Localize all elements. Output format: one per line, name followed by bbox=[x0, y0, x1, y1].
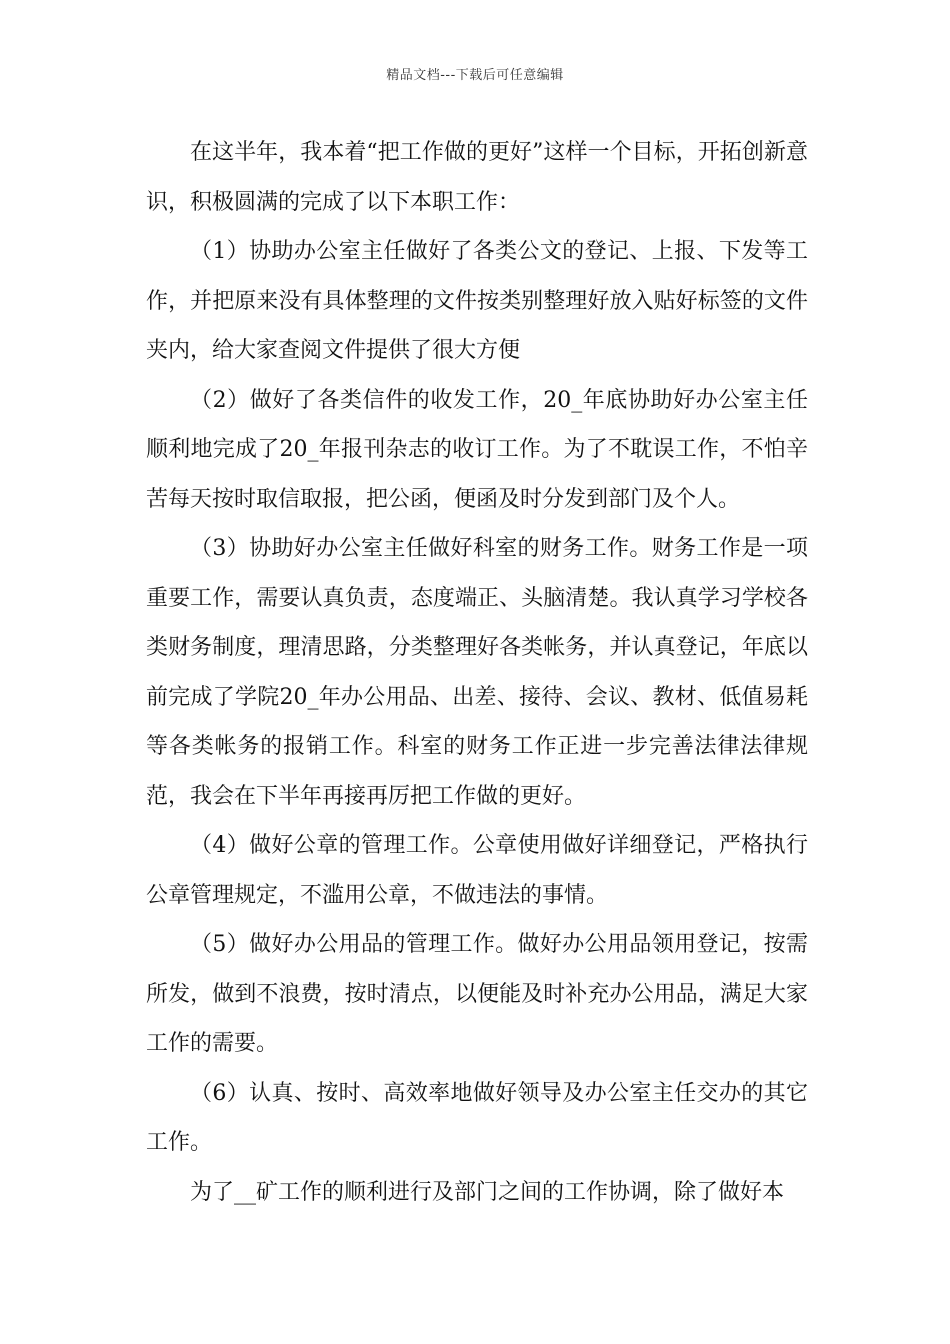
paragraph-closing: 为了__矿工作的顺利进行及部门之间的工作协调，除了做好本 bbox=[190, 1179, 785, 1205]
document-body bbox=[146, 128, 808, 1217]
paragraph-item-2: （2）做好了各类信件的收发工作，20_年底协助好办公室主任顺利地完成了20_年报刊杂志的收订工作。为了不耽误工作，不怕辛苦每天按时取信取报，把公函，便函及时分发到部门及个人。 bbox=[146, 387, 808, 512]
paragraph-item-5: （5）做好办公用品的管理工作。做好办公用品领用登记，按需所发，做到不浪费，按时清点，以便能及时补充办公用品，满足大家工作的需要。 bbox=[146, 932, 808, 1056]
page-header: 精品文档---下载后可任意编辑 bbox=[386, 68, 564, 83]
paragraph-item-6: （6）认真、按时、高效率地做好领导及办公室主任交办的其它工作。 bbox=[146, 1080, 808, 1155]
paragraph-item-1: （1）协助办公室主任做好了各类公文的登记、上报、下发等工作，并把原来没有具体整理的文件按类别整理好放入贴好标签的文件夹内，给大家查阅文件提供了很大方便 bbox=[146, 239, 808, 363]
paragraph-intro: 在这半年，我本着“把工作做的更好”这样一个目标，开拓创新意识，积极圆满的完成了以下本职工作： bbox=[146, 140, 808, 215]
paragraph-item-3: （3）协助好办公室主任做好科室的财务工作。财务工作是一项重要工作，需要认真负责，态度端正、头脑清楚。我认真学习学校各类财务制度，理清思路，分类整理好各类帐务，并认真登记，年底以前完成了学院20_年办公用品、出差、接待、会议、教材、低值易耗等各类帐务的报销工作。科室的财务工作正进一步完善法律法律规范，我会在下半年再接再厉把工作做的更好。 bbox=[146, 536, 808, 809]
paragraph-item-4: （4）做好公章的管理工作。公章使用做好详细登记，严格执行公章管理规定，不滥用公章，不做违法的事情。 bbox=[146, 833, 808, 908]
